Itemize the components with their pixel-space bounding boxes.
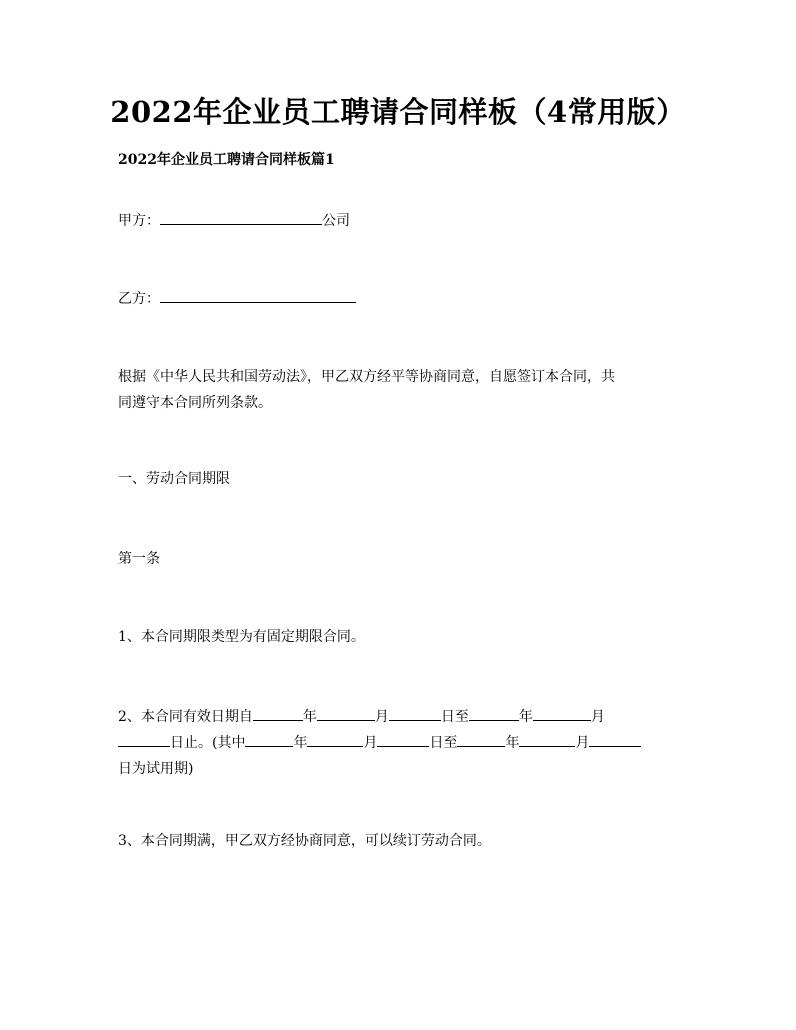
end-day-blank: [118, 731, 170, 747]
start-month-label: 月: [374, 709, 389, 725]
start-day-blank: [389, 705, 441, 721]
party-a-label: 甲方：: [118, 213, 160, 229]
party-a-blank: [160, 209, 322, 225]
preamble: [118, 364, 683, 416]
start-year-blank: [253, 705, 303, 721]
trial-end-day-blank: [589, 731, 641, 747]
trial-start-year-blank: [245, 731, 293, 747]
trial-end-year-blank: [457, 731, 505, 747]
clause-3: 3、本合同期满，甲乙双方经协商同意，可以续订劳动合同。: [118, 833, 491, 849]
article-1-heading: 第一条: [118, 551, 160, 567]
party-a-suffix: 公司: [322, 213, 350, 229]
trial-start-day-blank: [377, 731, 429, 747]
clause-2: [118, 704, 683, 782]
trial-start-month-blank: [307, 731, 363, 747]
trial-end-month-label: 月: [575, 735, 590, 751]
end-year-label: 年: [518, 709, 533, 725]
trial-end-year-label: 年: [505, 735, 520, 751]
document-subtitle: 2022年企业员工聘请合同样板篇1: [118, 152, 335, 168]
party-b-line: [118, 286, 683, 312]
start-year-label: 年: [302, 709, 317, 725]
trial-end-month-blank: [519, 731, 575, 747]
trial-start-day-to-label: 日至: [429, 735, 458, 751]
start-month-blank: [317, 705, 375, 721]
document-title: 2022年企业员工聘请合同样板（4常用版）: [110, 95, 686, 129]
preamble-line-2: 同遵守本合同所列条款。: [118, 395, 272, 411]
start-day-to-label: 日至: [440, 709, 469, 725]
trial-start-month-label: 月: [363, 735, 378, 751]
clause-1: 1、本合同期限类型为有固定期限合同。: [118, 629, 365, 645]
end-day-label: 日止。(其中: [170, 735, 246, 751]
section-1-heading: 一、劳动合同期限: [118, 471, 230, 487]
party-a-line: [118, 208, 683, 234]
party-b-blank: [160, 287, 356, 303]
trial-start-year-label: 年: [293, 735, 308, 751]
clause-2-closing: 日为试用期): [118, 761, 194, 777]
clause-2-prefix: 2、本合同有效日期自: [118, 709, 253, 725]
end-month-blank: [533, 705, 591, 721]
party-b-label: 乙方：: [118, 291, 160, 307]
end-month-label: 月: [590, 709, 605, 725]
preamble-line-1: 根据《中华人民共和国劳动法》，甲乙双方经平等协商同意，自愿签订本合同，共: [118, 369, 615, 385]
end-year-blank: [469, 705, 519, 721]
